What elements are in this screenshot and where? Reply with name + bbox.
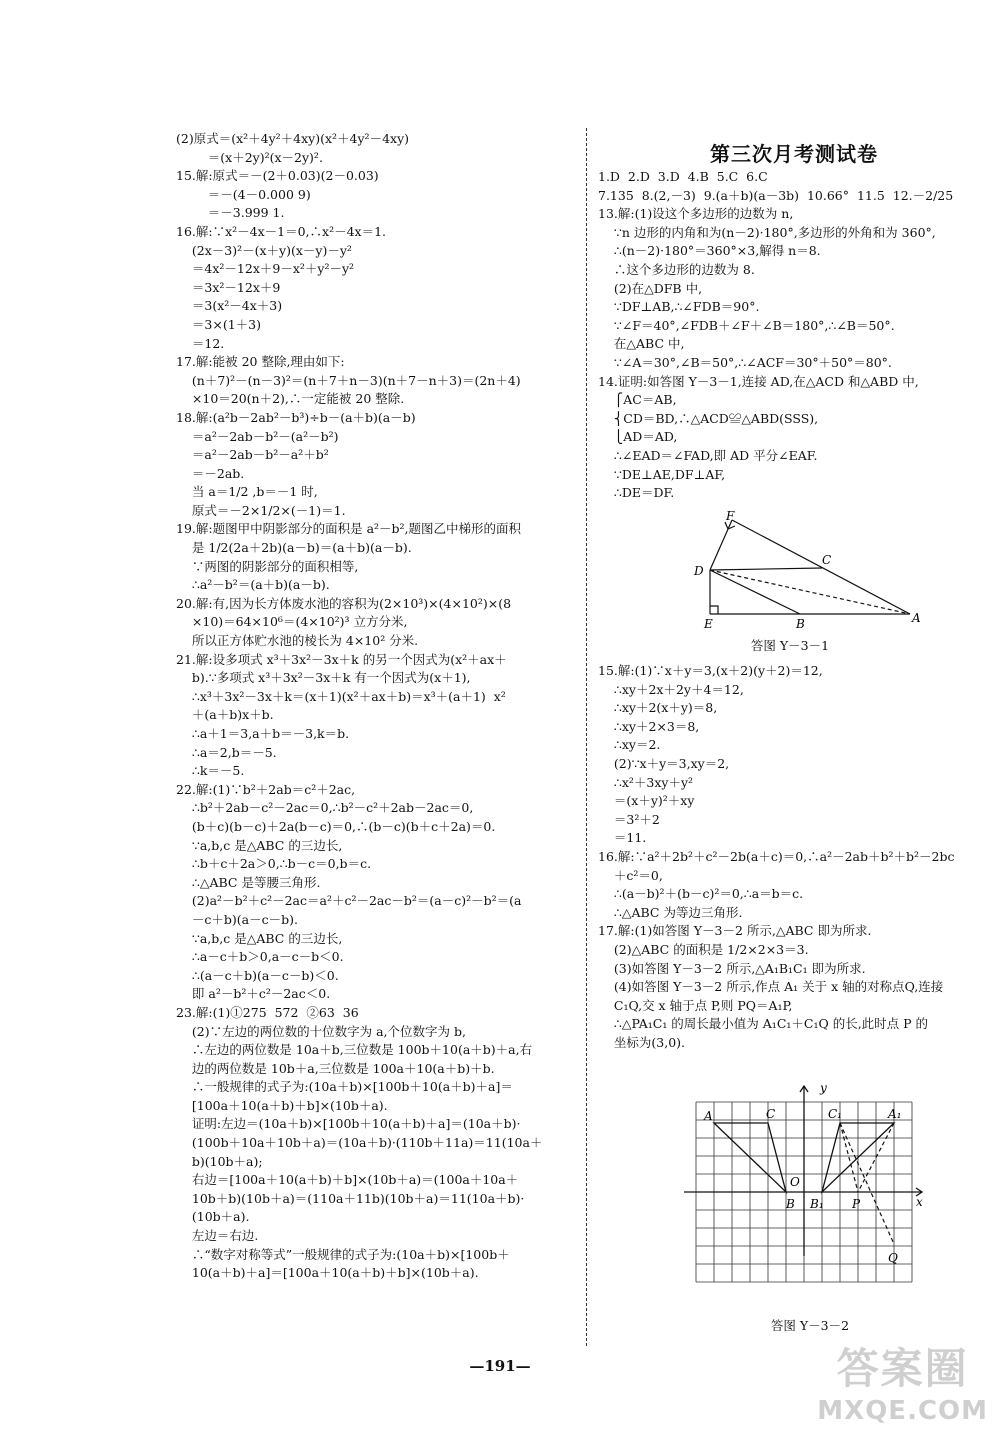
fig1-label-f: F (726, 509, 735, 523)
text-line: 边的两位数是 10b＋a,三位数是 100a＋10(a＋b)＋b. (176, 1060, 495, 1076)
column-divider (586, 128, 587, 1346)
text-line: 21.解:设多项式 x³＋3x²－3x＋k 的另一个因式为(x²＋ax＋ (176, 651, 507, 667)
text-line: ∴DE＝DF. (598, 485, 675, 501)
text-line: 所以正方体贮水池的棱长为 4×10² 分米. (176, 633, 419, 649)
fig2-label-p: P (852, 1197, 861, 1211)
text-line: ∴左边的两位数是 10a＋b,三位数是 100b＋10(a＋b)＋a,右 (176, 1042, 533, 1058)
text-line: ∵a,b,c 是△ABC 的三边长, (176, 930, 343, 946)
text-line: 13.解:(1)设这个多边形的边数为 n, (598, 206, 794, 222)
text-line: ＝11. (598, 830, 647, 846)
text-line: 18.解:(a²b－2ab²－b³)÷b－(a＋b)(a－b) (176, 409, 416, 425)
fig2-label-c: C (766, 1107, 776, 1121)
text-line: 20.解:有,因为长方体废水池的容积为(2×10³)×(4×10²)×(8 (176, 595, 512, 611)
text-line: (2)原式＝(x²＋4y²＋4xy)(x²＋4y²－4xy) (176, 131, 410, 146)
text-line: ∴xy＋2×3＝8, (598, 718, 700, 734)
figure-y-3-2-caption: 答图 Y－3－2 (770, 1318, 850, 1333)
text-line: ∵a,b,c 是△ABC 的三边长, (176, 837, 343, 853)
fig2-label-b1: B₁ (810, 1197, 824, 1211)
text-line: ⎩AD＝AD, (598, 429, 678, 445)
text-line: ∴b＋c＋2a＞0,∴b－c＝0,b＝c. (176, 856, 372, 872)
text-line: (2)在△DFB 中, (598, 280, 703, 296)
text-line: (10b＋a). (176, 1209, 250, 1225)
text-line: ∴xy＝2. (598, 737, 661, 753)
fig1-label-a: A (912, 611, 921, 625)
fig2-label-o: O (790, 1175, 800, 1189)
text-line: C₁Q,交 x 轴于点 P,则 PQ＝A₁P, (598, 997, 793, 1013)
figure-y-3-1 (690, 508, 930, 632)
text-line: 7.135 8.(2,－3) 9.(a＋b)(a－3b) 10.66° 11.5 12.－2/25 (598, 187, 954, 203)
text-line: ＝4x²－12x＋9－x²＋y²－y² (176, 261, 355, 277)
text-line: ∴xy＋2x＋2y＋4＝12, (598, 681, 744, 697)
text-line: ＋(a＋b)x＋b. (176, 707, 274, 723)
text-line: 17.解:(1)如答图 Y－3－2 所示,△ABC 即为所求. (598, 923, 872, 939)
text-line: 10(a＋b)＋a]＝[100a＋10(a＋b)＋b]×(10b＋a). (176, 1265, 479, 1281)
text-line: ∴a－c＋b＞0,a－c－b＜0. (176, 949, 344, 965)
text-line: ×10)＝64×10⁶＝(4×10²)³ 立方分米, (176, 614, 408, 630)
text-line: ∵DF⊥AB,∴∠FDB＝90°. (598, 299, 760, 315)
text-line: ＝3(x²－4x＋3) (176, 298, 283, 314)
text-line: ⎧AC＝AB, (598, 392, 677, 408)
text-line: ∵∠A＝30°,∠B＝50°,∴∠ACF＝30°＋50°＝80°. (598, 354, 892, 370)
text-line: ＋c²＝0, (598, 867, 663, 883)
fig1-label-c: C (822, 553, 832, 567)
text-line: ∵n 边形的内角和为(n－2)·180°,多边形的外角和为 360°, (598, 224, 936, 240)
text-line: (2x－3)²－(x＋y)(x－y)－y² (176, 242, 352, 258)
text-line: (2)a²－b²＋c²－2ac＝a²＋c²－2ac－b²＝(a－c)²－b²＝(a (176, 893, 522, 909)
text-line: b).∵多项式 x³＋3x²－3x＋k 有一个因式为(x＋1), (176, 670, 471, 686)
text-line: －c＋b)(a－c－b). (176, 911, 298, 927)
fig2-label-a: A (704, 1109, 713, 1123)
figure-y-3-1-caption: 答图 Y－3－1 (750, 638, 830, 653)
text-line: ∴(a－c＋b)(a－c－b)＜0. (176, 967, 339, 983)
fig2-label-y: y (820, 1081, 827, 1095)
text-line: (100b＋10a＋10b＋a)＝(10a＋b)·(110b＋11a)＝11(10a＋ (176, 1135, 543, 1151)
fig2-label-q: Q (888, 1251, 898, 1265)
text-line: ∴a＋1＝3,a＋b＝－3,k＝b. (176, 726, 350, 741)
text-line: 右边＝[100a＋10(a＋b)＋b]×(10b＋a)＝(100a＋10a＋ (176, 1172, 519, 1188)
text-line: b)(10b＋a); (176, 1153, 263, 1169)
watermark-url: MXQE.COM (817, 1396, 988, 1426)
text-line: ⎨CD＝BD,∴△ACD≌△ABD(SSS), (598, 410, 819, 426)
right-column-middle (598, 662, 990, 1052)
text-line: 当 a＝1/2 ,b＝－1 时, (176, 484, 318, 500)
text-line: ∴(a－b)²＋(b－c)²＝0,∴a＝b＝c. (598, 886, 804, 902)
text-line: (b＋c)(b－c)＋2a(b－c)＝0,∴(b－c)(b＋c＋2a)＝0. (176, 818, 496, 834)
text-line: 22.解:(1)∵b²＋2ab＝c²＋2ac, (176, 781, 356, 797)
text-line: ＝3×(1＋3) (176, 316, 261, 332)
text-line: 坐标为(3,0). (598, 1034, 685, 1050)
text-line: ∴“数字对称等式”一般规律的式子为:(10a＋b)×[100b＋ (176, 1246, 510, 1262)
text-line: ∴x²＋3xy＋y² (598, 774, 694, 790)
text-line: ∴a²－b²＝(a＋b)(a－b). (176, 577, 330, 593)
text-line: ∴x³＋3x²－3x＋k＝(x＋1)(x²＋ax＋b)＝x³＋(a＋1) x² (176, 688, 506, 704)
text-line: ＝a²－2ab－b²－a²＋b² (176, 447, 329, 463)
fig2-label-b: B (786, 1197, 795, 1211)
page-number: —191— (469, 1357, 531, 1375)
text-line: ∴△ABC 为等边三角形. (598, 904, 743, 920)
text-line: ＝(x＋2y)²(x－2y)². (176, 149, 323, 165)
text-line: (n＋7)²－(n－3)²＝(n＋7＋n－3)(n＋7－n＋3)＝(2n＋4) (176, 372, 521, 388)
text-line: 在△ABC 中, (598, 336, 685, 352)
fig2-label-a1: A₁ (888, 1107, 902, 1121)
text-line: ＝－3.999 1. (176, 205, 285, 221)
text-line: 10b＋b)(10b＋a)＝(110a＋11b)(10b＋a)＝11(10a＋b)· (176, 1190, 525, 1206)
text-line: 是 1/2(2a＋2b)(a－b)＝(a＋b)(a－b). (176, 540, 412, 556)
fig1-label-d: D (694, 564, 704, 578)
text-line: 17.解:能被 20 整除,理由如下: (176, 354, 345, 370)
text-line: 16.解:∵a²＋2b²＋c²－2b(a＋c)＝0,∴a²－2ab＋b²＋b²－2bc (598, 848, 955, 864)
fig1-label-e: E (704, 617, 713, 631)
figure-y-3-2 (680, 1080, 940, 1300)
text-line: 1.D 2.D 3.D 4.B 5.C 6.C (598, 169, 768, 184)
text-line: ∴这个多边形的边数为 8. (598, 261, 755, 277)
text-line: ∴a＝2,b＝－5. (176, 744, 277, 760)
text-line: ×10＝20(n＋2),∴一定能被 20 整除. (176, 391, 405, 407)
text-line: ∴b²＋2ab－c²－2ac＝0,∴b²－c²＋2ab－2ac＝0, (176, 800, 474, 816)
text-line: ＝－(4－0.000 9) (176, 186, 311, 202)
text-line: 证明:左边＝(10a＋b)×[100b＋10(a＋b)＋a]＝(10a＋b)· (176, 1116, 521, 1132)
text-line: 15.解:(1)∵x＋y＝3,(x＋2)(y＋2)＝12, (598, 663, 823, 678)
left-column (176, 130, 576, 1283)
text-line: ＝12. (176, 335, 225, 351)
text-line: (2)∵左边的两位数的十位数字为 a,个位数字为 b, (176, 1023, 466, 1039)
text-line: ∵两图的阴影部分的面积相等, (176, 558, 359, 574)
text-line: (4)如答图 Y－3－2 所示,作点 A₁ 关于 x 轴的对称点Q,连接 (598, 979, 944, 995)
text-line: (2)△ABC 的面积是 1/2×2×3＝3. (598, 941, 809, 957)
text-line: (3)如答图 Y－3－2 所示,△A₁B₁C₁ 即为所求. (598, 960, 866, 976)
text-line: ∵∠F＝40°,∠FDB＋∠F＋∠B＝180°,∴∠B＝50°. (598, 317, 895, 333)
section-title: 第三次月考测试卷 (710, 142, 878, 166)
text-line: 15.解:原式＝－(2＋0.03)(2－0.03) (176, 168, 379, 184)
text-line: ∵DE⊥AE,DF⊥AF, (598, 466, 726, 482)
text-line: ＝3x²－12x＋9 (176, 279, 281, 295)
text-line: 14.证明:如答图 Y－3－1,连接 AD,在△ACD 和△ABD 中, (598, 373, 919, 389)
watermark-logo (817, 1336, 988, 1426)
text-line: ∴k＝－5. (176, 763, 245, 779)
text-line: [100a＋10(a＋b)＋b]×(10b＋a). (176, 1097, 388, 1113)
fig2-label-x: x (916, 1195, 923, 1209)
text-line: 原式＝－2×1/2×(－1)＝1. (176, 502, 346, 518)
text-line: 23.解:(1)①275 572 ②63 36 (176, 1004, 359, 1020)
text-line: ＝－2ab. (176, 465, 245, 481)
text-line: (2)∵x＋y＝3,xy＝2, (598, 755, 730, 771)
text-line: ∴xy＋2(x＋y)＝8, (598, 700, 718, 716)
text-line: ∴(n－2)·180°＝360°×3,解得 n＝8. (598, 243, 821, 259)
text-line: ＝3²＋2 (598, 811, 660, 827)
watermark-text: 答案圈 (836, 1344, 969, 1393)
text-line: ∴∠EAD＝∠FAD,即 AD 平分∠EAF. (598, 447, 818, 463)
text-line: 左边＝右边. (176, 1228, 259, 1244)
text-line: ∴一般规律的式子为:(10a＋b)×[100b＋10(a＋b)＋a]＝ (176, 1079, 513, 1095)
fig1-label-b: B (796, 617, 805, 631)
text-line: 16.解:∵x²－4x－1＝0,∴x²－4x＝1. (176, 223, 387, 239)
right-column-top (598, 168, 990, 503)
fig2-label-c1: C₁ (828, 1107, 842, 1121)
text-line: ∴△PA₁C₁ 的周长最小值为 A₁C₁＋C₁Q 的长,此时点 P 的 (598, 1016, 929, 1032)
text-line: 即 a²－b²＋c²－2ac＜0. (176, 986, 331, 1002)
text-line: ＝a²－2ab－b²－(a²－b²) (176, 428, 339, 444)
text-line: ＝(x＋y)²＋xy (598, 793, 695, 809)
text-line: ∴△ABC 是等腰三角形. (176, 874, 321, 890)
text-line: 19.解:题图甲中阴影部分的面积是 a²－b²,题图乙中梯形的面积 (176, 521, 522, 537)
